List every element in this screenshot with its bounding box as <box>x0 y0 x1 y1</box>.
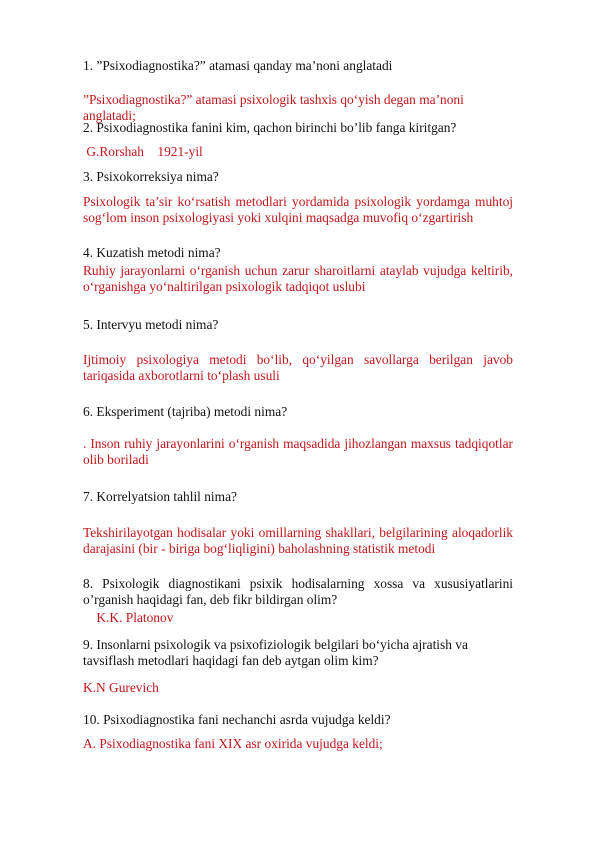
question-6: 6. Eksperiment (tajriba) metodi nima? <box>83 404 288 419</box>
answer-6: . Inson ruhiy jarayonlarini o‘rganish maqsadida jihozlangan maxsus tadqiqotlar olib boriladi <box>83 436 513 467</box>
answer-1: ”Psixodiagnostika?” atamasi psixologik tashxis qo‘yish degan ma’noni anglatadi; <box>83 92 464 123</box>
answer-2: G.Rorshah 1921-yil <box>83 144 203 159</box>
question-1: 1. ”Psixodiagnostika?” atamasi qanday ma’noni anglatadi <box>83 58 393 73</box>
answer-3: Psixologik ta’sir ko‘rsatish metodlari yordamida psixologik yordamga muhtoj sog‘lom inson psixologiyasi yoki xulqini maqsadga muvofiq o‘zgartirish <box>83 194 513 225</box>
question-4: 4. Kuzatish metodi nima? <box>83 245 221 260</box>
answer-9: K.N Gurevich <box>83 680 159 695</box>
answer-8: K.K. Platonov <box>83 610 174 625</box>
answer-10: A. Psixodiagnostika fani XIX asr oxirida vujudga keldi; <box>83 736 383 751</box>
question-7: 7. Korrelyatsion tahlil nima? <box>83 489 237 504</box>
question-5: 5. Intervyu metodi nima? <box>83 317 219 332</box>
answer-5: Ijtimoiy psixologiya metodi bo‘lib, qo‘yilgan savollarga berilgan javob tariqasida axborotlarni to‘plash usuli <box>83 352 513 383</box>
answer-4: Ruhiy jarayonlarni o‘rganish uchun zarur sharoitlarni ataylab vujudga keltirib, o‘rganishga yo‘naltirilgan psixologik tadqiqot uslubi <box>83 263 513 294</box>
question-2: 2. Psixodiagnostika fanini kim, qachon birinchi bo’lib fanga kiritgan? <box>83 120 457 135</box>
question-9: 9. Insonlarni psixologik va psixofiziologik belgilari bo‘yicha ajratish va tavsiflash metodlari haqidagi fan deb aytgan olim kim? <box>83 637 468 668</box>
question-8: 8. Psixologik diagnostikani psixik hodisalarning xossa va xususiyatlarini o’rganish haqidagi fan, deb fikr bildirgan olim? <box>83 576 513 607</box>
question-3: 3. Psixokorreksiya nima? <box>83 169 219 184</box>
question-10: 10. Psixodiagnostika fani nechanchi asrda vujudga keldi? <box>83 712 391 727</box>
answer-7: Tekshirilayotgan hodisalar yoki omillarning shakllari, belgilarining aloqadorlik darajasini (bir - biriga bog‘liqligini) baholashning statistik metodi <box>83 525 513 556</box>
